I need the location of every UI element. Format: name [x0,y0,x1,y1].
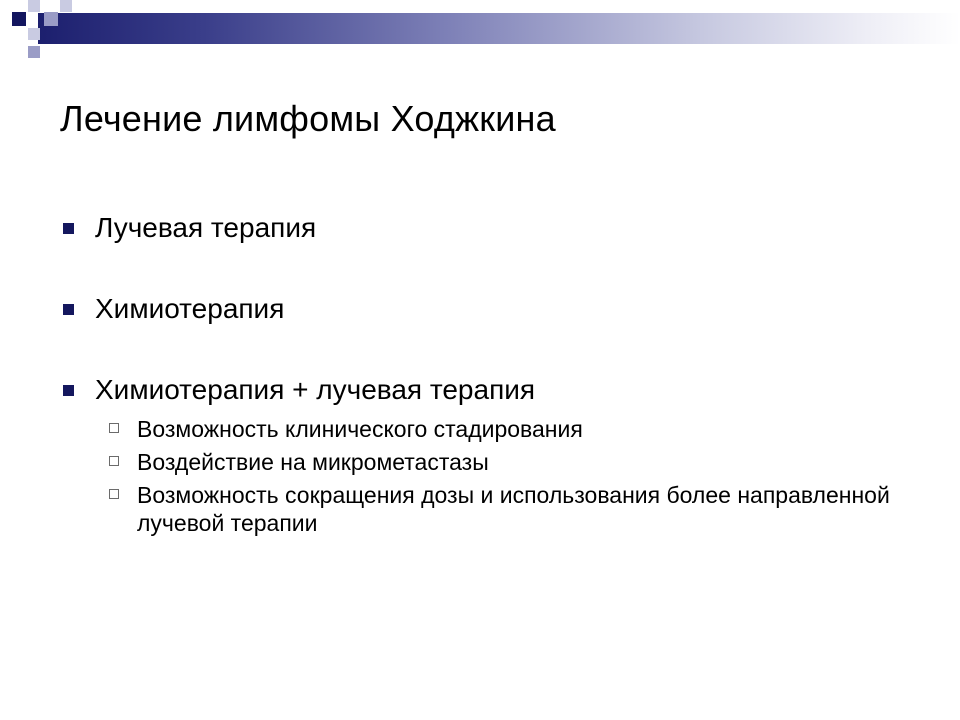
bullet-item [60,208,920,248]
filled-square-icon [63,304,74,315]
decor-square-light-3 [60,0,72,12]
sub-bullet-item [95,415,920,443]
decor-square-dark [12,12,26,26]
sub-bullet-item [95,481,920,537]
sub-bullet-text: Воздействие на микрометастазы [137,449,489,475]
sub-bullet-text: Возможность клинического стадирования [137,416,583,442]
bullet-text: Химиотерапия [95,293,285,324]
sub-bullet-text: Возможность сокращения дозы и использования более направленной лучевой терапии [137,482,890,536]
sub-bullet-list [95,415,920,537]
bullet-item [60,370,920,537]
bullet-text: Лучевая терапия [95,212,317,243]
bullet-text: Химиотерапия + лучевая терапия [95,374,536,405]
decor-square-mid [44,12,58,26]
bullet-list [60,208,920,537]
slide-title: Лечение лимфомы Ходжкина [60,98,556,139]
decor-square-light-2 [28,28,40,40]
bullet-item [60,289,920,329]
hollow-square-icon [109,456,119,466]
sub-bullet-item [95,448,920,476]
hollow-square-icon [109,423,119,433]
hollow-square-icon [109,489,119,499]
header-gradient-band [38,13,960,44]
filled-square-icon [63,223,74,234]
decor-square-mid-2 [28,46,40,58]
decor-square-light [28,0,40,12]
filled-square-icon [63,385,74,396]
